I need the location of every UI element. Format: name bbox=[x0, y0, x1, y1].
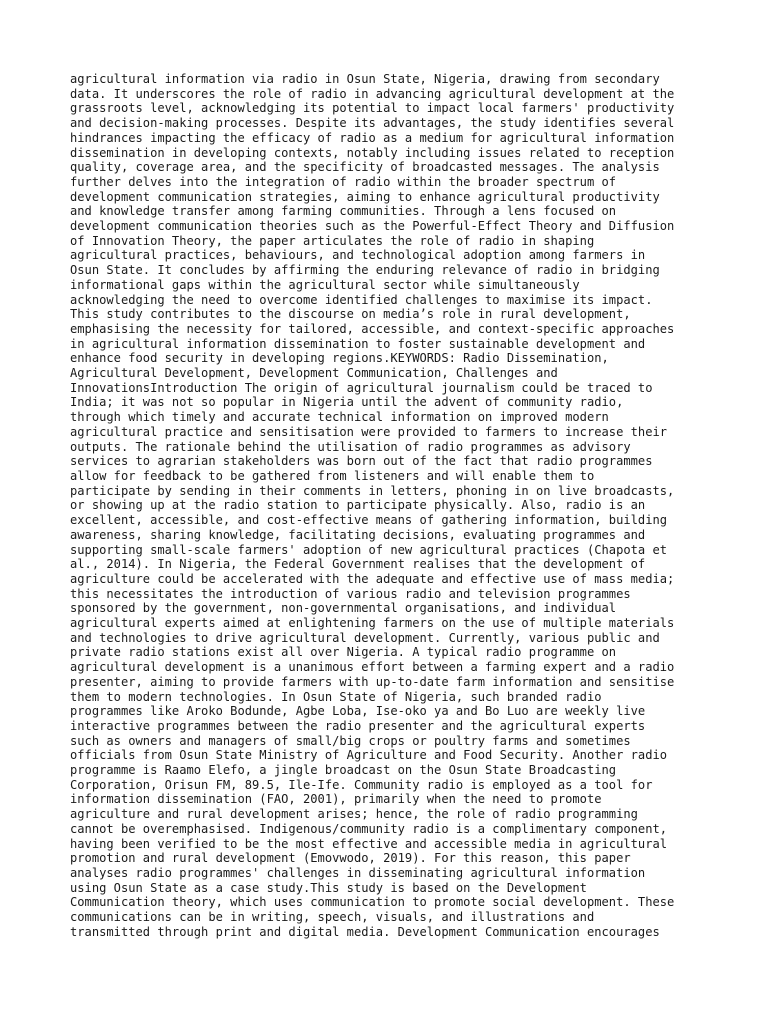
text-line: agriculture could be accelerated with the adequate and effective use of mass media; bbox=[70, 571, 675, 586]
text-line: in agricultural information dissemination to foster sustainable development and bbox=[70, 336, 646, 351]
text-line: allow for feedback to be gathered from listeners and will enable them to bbox=[70, 468, 595, 483]
text-line: development communication strategies, aiming to enhance agricultural productivity bbox=[70, 189, 660, 204]
text-line: grassroots level, acknowledging its potential to impact local farmers' productivity bbox=[70, 101, 675, 116]
text-line: agricultural practices, behaviours, and technological adoption among farmers in bbox=[70, 248, 646, 263]
text-line: interactive programmes between the radio presenter and the agricultural experts bbox=[70, 718, 646, 733]
text-line: of Innovation Theory, the paper articulates the role of radio in shaping bbox=[70, 233, 595, 248]
text-line: such as owners and managers of small/big crops or poultry farms and sometimes bbox=[70, 733, 631, 748]
text-line: InnovationsIntroduction The origin of agricultural journalism could be traced to bbox=[70, 380, 653, 395]
text-line: excellent, accessible, and cost-effective means of gathering information, building bbox=[70, 513, 668, 528]
text-line: using Osun State as a case study.This study is based on the Development bbox=[70, 880, 587, 895]
text-line: agricultural experts aimed at enlightening farmers on the use of multiple materials bbox=[70, 616, 675, 631]
text-line: quality, coverage area, and the specificity of broadcasted messages. The analysis bbox=[70, 160, 660, 175]
text-line: analyses radio programmes' challenges in disseminating agricultural information bbox=[70, 865, 646, 880]
text-line: al., 2014). In Nigeria, the Federal Government realises that the development of bbox=[70, 557, 646, 572]
text-line: supporting small-scale farmers' adoption of new agricultural practices (Chapota et bbox=[70, 542, 668, 557]
text-line: programmes like Aroko Bodunde, Agbe Loba, Ise-oko ya and Bo Luo are weekly live bbox=[70, 704, 646, 719]
text-line: services to agrarian stakeholders was born out of the fact that radio programmes bbox=[70, 454, 653, 469]
text-line: presenter, aiming to provide farmers with up-to-date farm information and sensitise bbox=[70, 674, 675, 689]
text-line: or showing up at the radio station to participate physically. Also, radio is an bbox=[70, 498, 646, 513]
text-line: agriculture and rural development arises; hence, the role of radio programming bbox=[70, 807, 638, 822]
text-line: emphasising the necessity for tailored, accessible, and context-specific approaches bbox=[70, 321, 675, 336]
text-line: them to modern technologies. In Osun State of Nigeria, such branded radio bbox=[70, 689, 602, 704]
text-line: agricultural development is a unanimous effort between a farming expert and a radio bbox=[70, 660, 675, 675]
text-line: private radio stations exist all over Nigeria. A typical radio programme on bbox=[70, 645, 617, 660]
text-line: outputs. The rationale behind the utilisation of radio programmes as advisory bbox=[70, 439, 631, 454]
text-line: dissemination in developing contexts, notably including issues related to reception bbox=[70, 145, 675, 160]
text-line: participate by sending in their comments in letters, phoning in on live broadcasts, bbox=[70, 483, 675, 498]
body-text bbox=[70, 72, 710, 939]
text-line: enhance food security in developing regions.KEYWORDS: Radio Dissemination, bbox=[70, 351, 609, 366]
text-line: and decision-making processes. Despite its advantages, the study identifies several bbox=[70, 116, 675, 131]
text-line: informational gaps within the agricultural sector while simultaneously bbox=[70, 277, 580, 292]
text-line: cannot be overemphasised. Indigenous/community radio is a complimentary component, bbox=[70, 821, 668, 836]
text-line: development communication theories such as the Powerful-Effect Theory and Diffusion bbox=[70, 219, 675, 234]
text-line: programme is Raamo Elefo, a jingle broadcast on the Osun State Broadcasting bbox=[70, 763, 617, 778]
text-line: Agricultural Development, Development Communication, Challenges and bbox=[70, 366, 558, 381]
text-line: Corporation, Orisun FM, 89.5, Ile-Ife. Community radio is employed as a tool for bbox=[70, 777, 653, 792]
text-line: agricultural practice and sensitisation were provided to farmers to increase their bbox=[70, 424, 668, 439]
text-line: transmitted through print and digital media. Development Communication encourages bbox=[70, 924, 660, 939]
text-line: communications can be in writing, speech, visuals, and illustrations and bbox=[70, 910, 595, 925]
text-line: and knowledge transfer among farming communities. Through a lens focused on bbox=[70, 204, 617, 219]
text-line: this necessitates the introduction of various radio and television programmes bbox=[70, 586, 631, 601]
text-line: Osun State. It concludes by affirming the enduring relevance of radio in bridging bbox=[70, 263, 660, 278]
text-line: further delves into the integration of radio within the broader spectrum of bbox=[70, 174, 617, 189]
text-line: awareness, sharing knowledge, facilitating decisions, evaluating programmes and bbox=[70, 527, 646, 542]
text-line: officials from Osun State Ministry of Agriculture and Food Security. Another radio bbox=[70, 748, 668, 763]
text-line: data. It underscores the role of radio in advancing agricultural development at the bbox=[70, 86, 675, 101]
text-line: India; it was not so popular in Nigeria until the advent of community radio, bbox=[70, 395, 624, 410]
text-line: having been verified to be the most effective and accessible media in agricultural bbox=[70, 836, 668, 851]
text-line: promotion and rural development (Emovwodo, 2019). For this reason, this paper bbox=[70, 851, 631, 866]
text-line: and technologies to drive agricultural development. Currently, various public and bbox=[70, 630, 660, 645]
text-line: hindrances impacting the efficacy of radio as a medium for agricultural information bbox=[70, 130, 675, 145]
text-line: information dissemination (FAO, 2001), primarily when the need to promote bbox=[70, 792, 602, 807]
text-line: This study contributes to the discourse on media’s role in rural development, bbox=[70, 307, 631, 322]
text-line: acknowledging the need to overcome identified challenges to maximise its impact. bbox=[70, 292, 653, 307]
text-line: through which timely and accurate technical information on improved modern bbox=[70, 410, 609, 425]
text-line: agricultural information via radio in Osun State, Nigeria, drawing from secondary bbox=[70, 72, 660, 86]
text-line: Communication theory, which uses communication to promote social development. These bbox=[70, 895, 675, 910]
text-line: sponsored by the government, non-governmental organisations, and individual bbox=[70, 601, 617, 616]
